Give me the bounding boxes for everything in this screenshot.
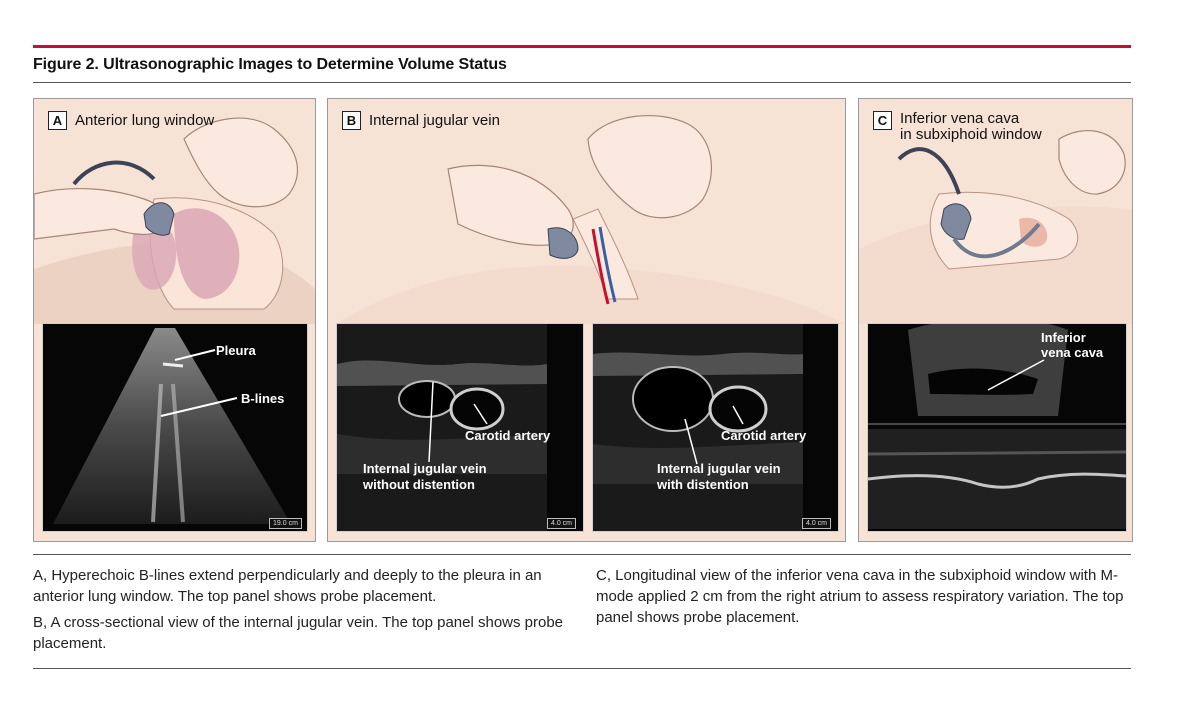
figure-title: Figure 2. Ultrasonographic Images to Determine Volume Status	[33, 56, 507, 73]
panel-c-title-line1: Inferior vena cava	[900, 110, 1020, 127]
panel-a-title: Anterior lung window	[75, 111, 215, 129]
pleura-label: Pleura	[216, 343, 256, 358]
panel-a-illustration	[34, 99, 315, 324]
b-lines-label: B-lines	[241, 391, 285, 406]
ijv-with-distention-image	[592, 323, 839, 532]
panel-b-title: Internal jugular vein	[369, 111, 500, 129]
ivc-label-line1: Inferior	[1041, 330, 1086, 345]
panel-b-letter: B	[342, 111, 361, 130]
scale-right: 4.0 cm	[802, 518, 831, 529]
lung-ultrasound-image	[42, 323, 308, 532]
panel-b	[327, 98, 846, 542]
panel-b-header	[342, 111, 500, 130]
panel-a-letter: A	[48, 111, 67, 130]
carotid-artery-label-left: Carotid artery	[465, 428, 551, 443]
caption-divider-top	[33, 554, 1131, 555]
caption-c: C, Longitudinal view of the inferior vena cava in the subxiphoid window with M-mode applied 2 cm from the right atrium to assess respiratory variation. The top panel shows probe placement.	[596, 567, 1124, 626]
ivc-label-line2: vena cava	[1041, 345, 1104, 360]
title-divider	[33, 82, 1131, 83]
panel-c-letter: C	[873, 111, 892, 130]
panel-c-header	[873, 111, 1042, 143]
ijv-label-right-line2: with distention	[657, 477, 749, 492]
scale-left: 4.0 cm	[547, 518, 576, 529]
ijv-without-distention-image	[336, 323, 584, 532]
ijv-label-left-line1: Internal jugular vein	[363, 461, 487, 476]
panel-b-illustration	[328, 99, 845, 324]
accent-rule	[33, 45, 1131, 48]
panel-c-title-block	[900, 111, 1042, 143]
panel-c-title-line2: in subxiphoid window	[900, 126, 1042, 143]
carotid-artery-label-right: Carotid artery	[721, 428, 807, 443]
panel-a-header	[48, 111, 214, 130]
ijv-label-left-line2: without distention	[363, 477, 475, 492]
caption-divider-bottom	[33, 668, 1131, 669]
caption-a: A, Hyperechoic B-lines extend perpendicularly and deeply to the pleura in an anterior lung window. The top panel shows probe placement.	[33, 567, 542, 605]
panel-c	[858, 98, 1133, 542]
ijv-label-right-line1: Internal jugular vein	[657, 461, 781, 476]
panel-a	[33, 98, 316, 542]
caption-b: B, A cross-sectional view of the internal jugular vein. The top panel shows probe placement.	[33, 614, 564, 652]
ivc-ultrasound-image	[867, 323, 1127, 532]
depth-scale: 19.0 cm	[269, 518, 302, 529]
